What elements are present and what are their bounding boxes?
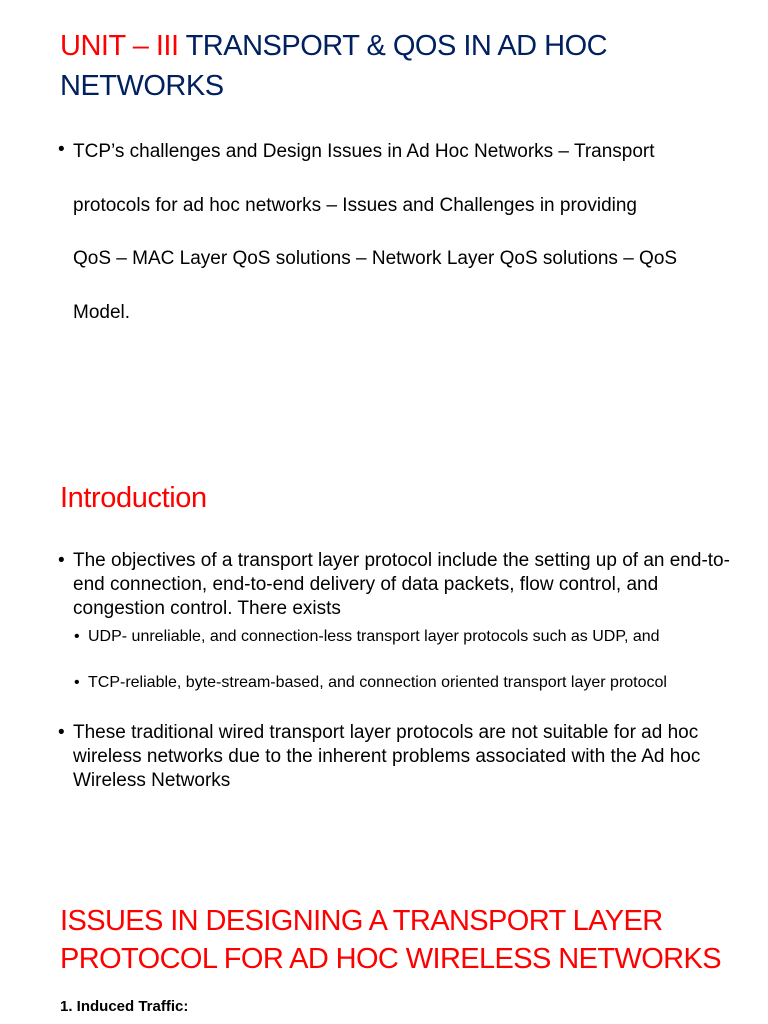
udp-text: UDP- unreliable, and connection-less transport layer protocols such as UDP, and — [88, 628, 660, 645]
objectives-bullet — [58, 549, 738, 621]
topics-line: QoS – MAC Layer QoS solutions – Network Layer QoS solutions – QoS — [73, 248, 678, 269]
unit-title — [60, 26, 750, 106]
topics-line: protocols for ad hoc networks – Issues and Challenges in providing — [73, 194, 637, 216]
bullet-icon: • — [58, 722, 65, 743]
udp-sub-bullet — [74, 627, 704, 647]
unit-topic: TRANSPORT & QOS IN AD HOC NETWORKS — [60, 30, 608, 102]
topics-bullet — [58, 139, 738, 353]
traditional-protocols-text: These traditional wired transport layer protocols are not suitable for ad hoc wireless networks due to the inherent problems associated with the Ad hoc Wireless Networks — [73, 722, 701, 791]
introduction-heading: Introduction — [60, 482, 207, 514]
topics-text — [58, 139, 738, 353]
induced-traffic-subheading: 1. Induced Traffic: — [60, 998, 189, 1015]
traditional-protocols-bullet — [58, 721, 738, 793]
unit-number: UNIT – III — [60, 30, 179, 62]
bullet-icon: • — [74, 628, 80, 645]
bullet-icon: • — [74, 674, 80, 691]
tcp-sub-bullet — [74, 673, 704, 693]
topics-line: Model. — [73, 301, 131, 323]
tcp-text: TCP-reliable, byte-stream-based, and connection oriented transport layer protocol — [88, 674, 667, 691]
bullet-icon: • — [58, 550, 65, 571]
bullet-icon: • — [58, 139, 65, 160]
objectives-text: The objectives of a transport layer protocol include the setting up of an end-to-end connection, end-to-end delivery of data packets, flow control, and congestion control. There exists — [73, 550, 730, 619]
issues-heading: ISSUES IN DESIGNING A TRANSPORT LAYER PROTOCOL FOR AD HOC WIRELESS NETWORKS — [60, 905, 721, 975]
topics-line: TCP’s challenges and Design Issues in Ad Hoc Networks – Transport — [73, 141, 655, 162]
